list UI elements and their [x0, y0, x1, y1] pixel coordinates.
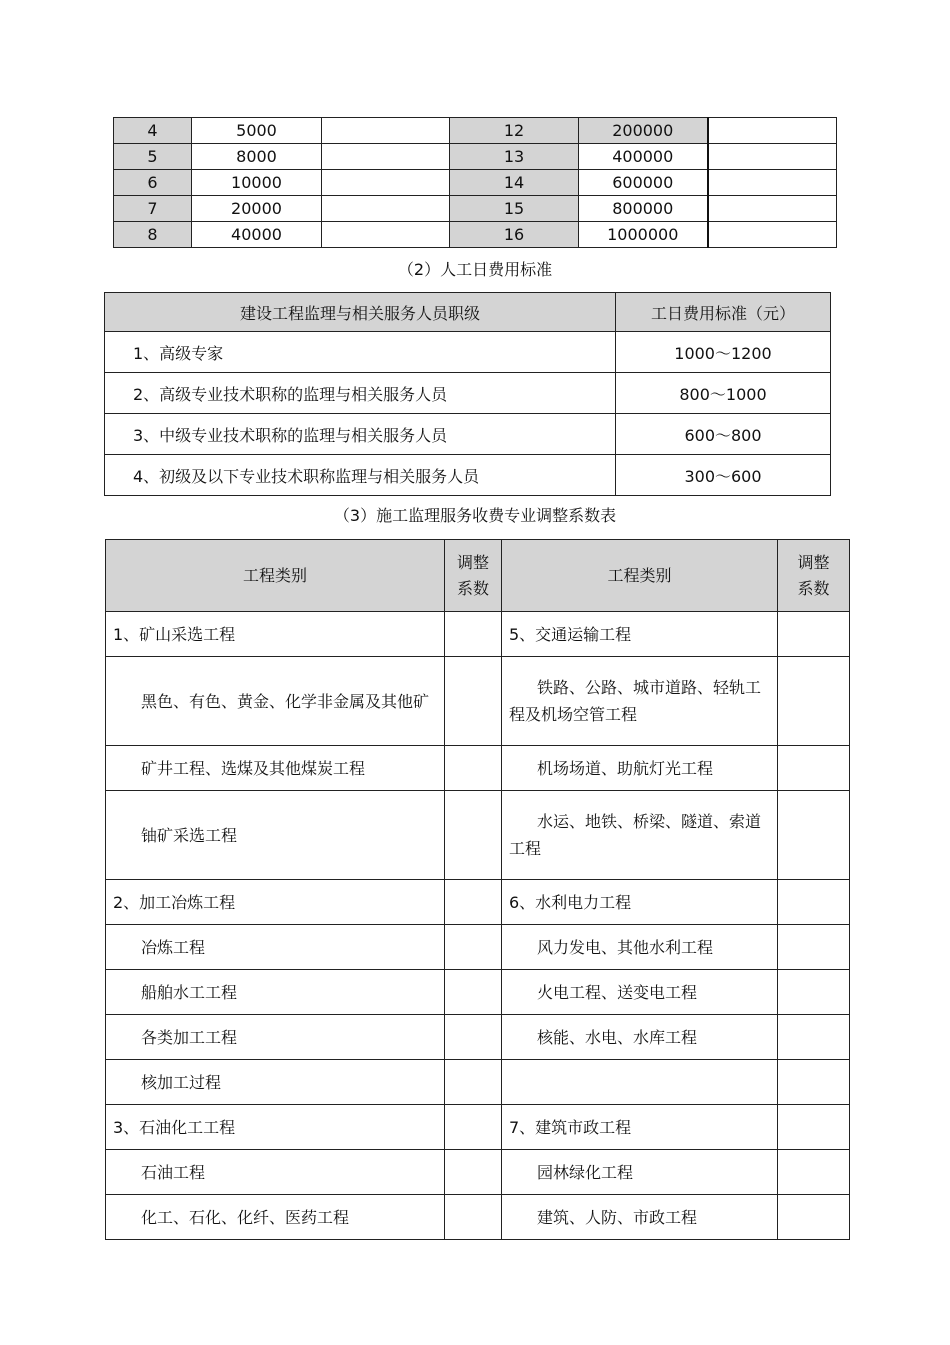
- coef-right: [778, 1195, 850, 1240]
- coef-right: [778, 791, 850, 880]
- header-coef-left: [445, 540, 502, 612]
- header-fee: 工日费用标准（元）: [616, 293, 831, 332]
- category-right: 风力发电、其他水利工程: [502, 925, 778, 970]
- category-left: 核加工过程: [106, 1060, 445, 1105]
- labor-row: [105, 332, 831, 373]
- grid-fee: [322, 118, 450, 144]
- header-role: 建设工程监理与相关服务人员职级: [105, 293, 616, 332]
- coef-right: [778, 612, 850, 657]
- coef-left: [445, 925, 502, 970]
- category-left: 黑色、有色、黄金、化学非金属及其他矿: [106, 657, 445, 746]
- header-category-right: 工程类别: [502, 540, 778, 612]
- coef-row: [106, 1015, 850, 1060]
- coef-table-header: [106, 540, 850, 612]
- labor-role: 1、高级专家: [105, 332, 616, 373]
- grid-amount: 8000: [192, 144, 322, 170]
- coef-row: [106, 880, 850, 925]
- grid-no: 5: [114, 144, 192, 170]
- coef-left: [445, 970, 502, 1015]
- category-right: 铁路、公路、城市道路、轻轨工程及机场空管工程: [502, 657, 778, 746]
- labor-fee-table: [104, 292, 831, 496]
- category-right: 核能、水电、水库工程: [502, 1015, 778, 1060]
- header-category-left: 工程类别: [106, 540, 445, 612]
- grid-fee: [322, 222, 450, 248]
- coef-right: [778, 925, 850, 970]
- coef-row: [106, 925, 850, 970]
- coef-left: [445, 1150, 502, 1195]
- grid-no: 15: [450, 196, 579, 222]
- labor-table-header: [105, 293, 831, 332]
- category-right: [502, 1060, 778, 1105]
- category-right: 建筑、人防、市政工程: [502, 1195, 778, 1240]
- grid-amount: 5000: [192, 118, 322, 144]
- category-left: 化工、石化、化纤、医药工程: [106, 1195, 445, 1240]
- fee-grid-row: [114, 222, 837, 248]
- grid-fee: [708, 144, 837, 170]
- coef-row: [106, 1195, 850, 1240]
- category-right: 6、水利电力工程: [502, 880, 778, 925]
- category-left: 各类加工工程: [106, 1015, 445, 1060]
- category-left: 2、加工冶炼工程: [106, 880, 445, 925]
- coef-table: [105, 539, 850, 1240]
- coef-left: [445, 1105, 502, 1150]
- grid-no: 6: [114, 170, 192, 196]
- coef-left: [445, 1015, 502, 1060]
- category-left: 石油工程: [106, 1150, 445, 1195]
- coef-left: [445, 746, 502, 791]
- category-right: 园林绿化工程: [502, 1150, 778, 1195]
- coef-row: [106, 791, 850, 880]
- grid-no: 7: [114, 196, 192, 222]
- grid-amount: 800000: [579, 196, 708, 222]
- labor-row: [105, 455, 831, 496]
- grid-fee: [708, 118, 837, 144]
- coef-right: [778, 1105, 850, 1150]
- grid-fee: [708, 170, 837, 196]
- coef-row: [106, 1105, 850, 1150]
- grid-no: 14: [450, 170, 579, 196]
- fee-grid-row: [114, 144, 837, 170]
- fee-grid-table: [113, 117, 837, 248]
- category-right: 水运、地铁、桥梁、隧道、索道工程: [502, 791, 778, 880]
- category-left: 船舶水工工程: [106, 970, 445, 1015]
- labor-row: [105, 414, 831, 455]
- coef-row: [106, 1150, 850, 1195]
- coef-left: [445, 880, 502, 925]
- coef-right: [778, 657, 850, 746]
- grid-amount: 400000: [579, 144, 708, 170]
- category-right: 机场场道、助航灯光工程: [502, 746, 778, 791]
- grid-no: 4: [114, 118, 192, 144]
- category-left: 铀矿采选工程: [106, 791, 445, 880]
- fee-grid-row: [114, 170, 837, 196]
- coef-right: [778, 880, 850, 925]
- coef-left: [445, 612, 502, 657]
- coef-right: [778, 1060, 850, 1105]
- category-left: 矿井工程、选煤及其他煤炭工程: [106, 746, 445, 791]
- coef-left: [445, 791, 502, 880]
- labor-role: 4、初级及以下专业技术职称监理与相关服务人员: [105, 455, 616, 496]
- grid-fee: [708, 222, 837, 248]
- coef-row: [106, 970, 850, 1015]
- grid-amount: 200000: [579, 118, 708, 144]
- grid-fee: [322, 196, 450, 222]
- labor-role: 3、中级专业技术职称的监理与相关服务人员: [105, 414, 616, 455]
- header-coef-line2: 系数: [797, 578, 830, 598]
- grid-fee: [322, 144, 450, 170]
- grid-amount: 1000000: [579, 222, 708, 248]
- grid-no: 13: [450, 144, 579, 170]
- labor-fee: 600～800: [616, 414, 831, 455]
- grid-fee: [322, 170, 450, 196]
- labor-table-caption: （2）人工日费用标准: [397, 260, 553, 279]
- coef-row: [106, 1060, 850, 1105]
- grid-amount: 600000: [579, 170, 708, 196]
- category-right: 7、建筑市政工程: [502, 1105, 778, 1150]
- grid-amount: 40000: [192, 222, 322, 248]
- category-right: 5、交通运输工程: [502, 612, 778, 657]
- labor-row: [105, 373, 831, 414]
- coef-row: [106, 746, 850, 791]
- coef-row: [106, 657, 850, 746]
- coef-right: [778, 970, 850, 1015]
- labor-role: 2、高级专业技术职称的监理与相关服务人员: [105, 373, 616, 414]
- category-left: 1、矿山采选工程: [106, 612, 445, 657]
- header-coef-line1: 调整: [797, 552, 830, 572]
- coef-right: [778, 746, 850, 791]
- labor-fee: 1000～1200: [616, 332, 831, 373]
- fee-grid-row: [114, 118, 837, 144]
- coef-left: [445, 1195, 502, 1240]
- labor-fee: 800～1000: [616, 373, 831, 414]
- coef-row: [106, 612, 850, 657]
- category-right: 火电工程、送变电工程: [502, 970, 778, 1015]
- coef-left: [445, 657, 502, 746]
- grid-no: 8: [114, 222, 192, 248]
- grid-fee: [708, 196, 837, 222]
- header-coef-line2: 系数: [456, 578, 489, 598]
- coef-table-caption: （3）施工监理服务收费专业调整系数表: [333, 506, 617, 525]
- grid-amount: 10000: [192, 170, 322, 196]
- grid-no: 12: [450, 118, 579, 144]
- fee-grid-row: [114, 196, 837, 222]
- header-coef-right: [778, 540, 850, 612]
- labor-fee: 300～600: [616, 455, 831, 496]
- coef-right: [778, 1015, 850, 1060]
- category-left: 3、石油化工工程: [106, 1105, 445, 1150]
- coef-right: [778, 1150, 850, 1195]
- header-coef-line1: 调整: [456, 552, 489, 572]
- grid-no: 16: [450, 222, 579, 248]
- category-left: 冶炼工程: [106, 925, 445, 970]
- grid-amount: 20000: [192, 196, 322, 222]
- coef-left: [445, 1060, 502, 1105]
